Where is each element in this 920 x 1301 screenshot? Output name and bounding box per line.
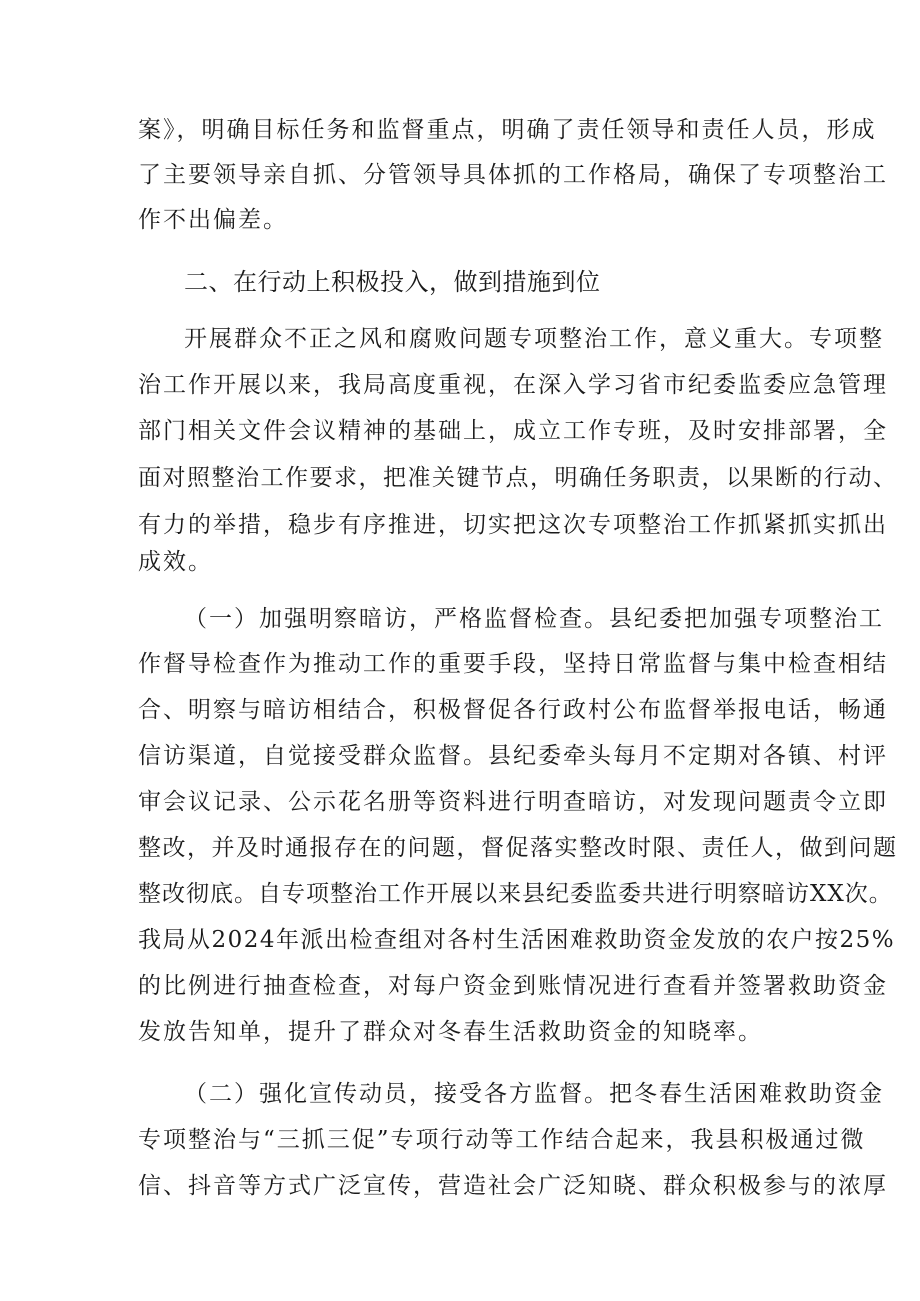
sub-1-line-3: 合、明察与暗访相结合，积极督促各行政村公布监督举报电话，畅通 [138, 697, 888, 723]
sub-2-line-1: （二）强化宣传动员，接受各方监督。把冬春生活困难救助资金 [184, 1081, 884, 1107]
sub-1-line-7: 整改彻底。自专项整治工作开展以来县纪委监委共进行明察暗访XX次。 [138, 881, 893, 907]
intro-line-1: 案》，明确目标任务和监督重点，明确了责任领导和责任人员，形成 [138, 117, 877, 143]
sub-2-line-3: 信、抖音等方式广泛宣传，营造社会广泛知晓、群众积极参与的浓厚 [138, 1173, 888, 1199]
sub-1-line-2: 作督导检查作为推动工作的重要手段，坚持日常监督与集中检查相结 [138, 651, 888, 677]
intro-line-3: 作不出偏差。 [138, 207, 288, 233]
section-2-line-1: 开展群众不正之风和腐败问题专项整治工作，意义重大。专项整 [184, 326, 884, 352]
sub-1-line-4: 信访渠道，自觉接受群众监督。县纪委牵头每月不定期对各镇、村评 [138, 743, 888, 769]
sub-1-line-1: （一）加强明察暗访，严格监督检查。县纪委把加强专项整治工 [184, 606, 884, 632]
sub-1-line-8: 我局从2024年派出检查组对各村生活困难救助资金发放的农户按25% [138, 927, 896, 953]
section-2-line-3: 部门相关文件会议精神的基础上，成立工作专班，及时安排部署，全 [138, 418, 888, 444]
section-2-line-5: 有力的举措，稳步有序推进，切实把这次专项整治工作抓紧抓实抓出 [138, 512, 888, 538]
sub-1-line-5: 审会议记录、公示花名册等资料进行明查暗访，对发现问题责令立即 [138, 789, 888, 815]
section-2-line-4: 面对照整治工作要求，把准关键节点，明确任务职责，以果断的行动、 [138, 465, 898, 491]
section-2-line-6: 成效。 [138, 549, 213, 575]
intro-line-2: 了主要领导亲自抓、分管领导具体抓的工作格局，确保了专项整治工 [138, 162, 888, 188]
section-2-heading: 二、在行动上积极投入，做到措施到位 [184, 268, 601, 296]
sub-2-line-2: 专项整治与“三抓三促”专项行动等工作结合起来，我县积极通过微 [138, 1127, 866, 1153]
sub-1-line-10: 发放告知单，提升了群众对冬春生活救助资金的知晓率。 [138, 1019, 763, 1045]
sub-1-line-9: 的比例进行抽查检查，对每户资金到账情况进行查看并签署救助资金 [138, 973, 888, 999]
sub-1-line-6: 整改，并及时通报存在的问题，督促落实整改时限、责任人，做到问题 [138, 835, 898, 861]
section-2-line-2: 治工作开展以来，我局高度重视，在深入学习省市纪委监委应急管理 [138, 372, 888, 398]
